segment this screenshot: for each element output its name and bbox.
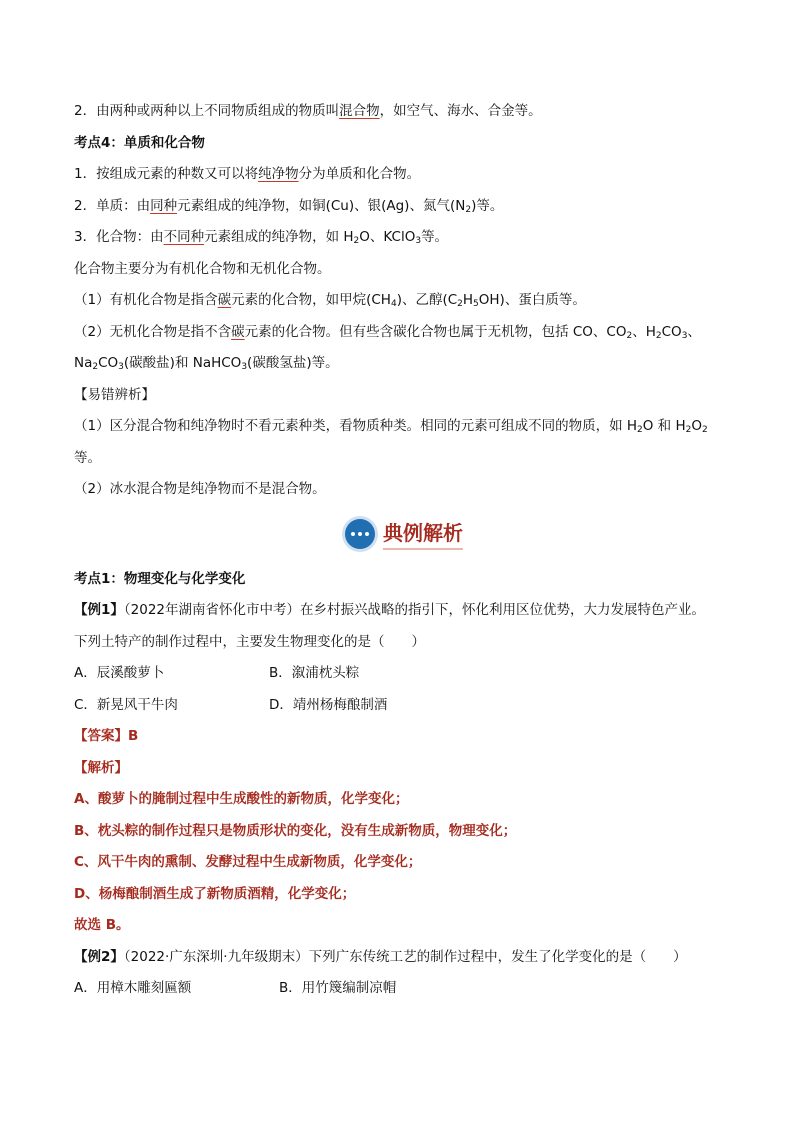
example-1-tag: 【例1】	[74, 602, 124, 618]
option-c: C．新晃风干牛肉	[74, 696, 178, 713]
keyword-different-kind: 不同种	[163, 229, 205, 245]
banner-title: 典例解析	[383, 517, 463, 550]
option-b-2: B．用竹篾编制凉帽	[279, 980, 397, 996]
example-1-answer: 【答案】B	[74, 728, 139, 744]
inorganic-compound-line-cont: $Na_2CO_3$(碳酸盐)和 NaHCO$_3$(碳酸氢盐)等。	[74, 355, 339, 372]
example-2-options-ab	[74, 973, 734, 1005]
option-a: A．辰溪酸萝卜	[74, 665, 165, 681]
analysis-c: C、风干牛肉的熏制、发酵过程中生成新物质，化学变化；	[74, 854, 422, 870]
example-section-heading: 考点1：物理变化与化学变化	[74, 570, 246, 587]
keyword-mixture: 混合物	[339, 103, 380, 119]
compound-definition: 3．化合物：由不同种元素组成的纯净物，如 $H_2O$、KClO$_3$等。	[74, 229, 449, 246]
keyword-carbon: 碳	[217, 292, 232, 308]
pitfall-1: （1）区分混合物和纯净物时不看元素种类，看物质种类。相同的元素可组成不同的物质，如 $H_2O$ 和 $H_2O_2$	[74, 418, 708, 435]
option-d: D．靖州杨梅酿制酒	[269, 696, 388, 713]
example-1-options-cd	[74, 690, 734, 722]
example-2-tag: 【例2】	[74, 948, 124, 965]
pitfalls-heading: 【易错辨析】	[74, 386, 155, 403]
ellipsis-icon	[345, 519, 375, 549]
example-1-options-ab	[74, 658, 734, 690]
keyword-pure-substance: 纯净物	[258, 166, 299, 182]
analysis-b: B、枕头粽的制作过程只是物质形状的变化，没有生成新物质，物理变化；	[74, 822, 517, 839]
option-a-2: A．用樟木雕刻匾额	[74, 980, 192, 996]
organic-compound-line: （1）有机化合物是指含碳元素的化合物，如甲烷$(CH_4)$、乙醇$(C_2H_5OH)$、蛋白质等。	[74, 292, 586, 309]
mixture-definition: 2．由两种或两种以上不同物质组成的物质叫混合物，如空气、海水、合金等。	[74, 103, 542, 119]
example-1-stem: 【例1】（2022年湖南省怀化市中考）在乡村振兴战略的指引下，怀化利用区位优势，大力发展特色产业。	[74, 602, 706, 618]
keyword-carbon-2: 碳	[231, 323, 245, 340]
classification-line: 1．按组成元素的种数又可以将纯净物分为单质和化合物。	[74, 166, 421, 182]
analysis-a: A、酸萝卜的腌制过程中生成酸性的新物质，化学变化；	[74, 791, 409, 807]
example-1-conclusion: 故选 B。	[74, 917, 130, 933]
section-heading-elements-compounds: 考点4：单质和化合物	[74, 134, 205, 151]
document-page	[74, 96, 734, 1005]
example-1-analysis-heading: 【解析】	[74, 759, 128, 776]
compound-types: 化合物主要分为有机化合物和无机化合物。	[74, 260, 331, 277]
option-b: B．溆浦枕头粽	[269, 665, 360, 681]
pitfall-1-cont: 等。	[74, 449, 101, 466]
example-2-stem: 【例2】（2022·广东深圳·九年级期末）下列广东传统工艺的制作过程中，发生了化学变化的是（ ）	[74, 948, 687, 965]
keyword-same-kind: 同种	[150, 197, 178, 214]
example-1-stem-cont: 下列土特产的制作过程中，主要发生物理变化的是（ ）	[74, 633, 425, 650]
inorganic-compound-line: （2）无机化合物是指不含碳元素的化合物。但有些含碳化合物也属于无机物，包括 CO、$CO_2$、$H_2CO_3$、	[74, 323, 701, 341]
pitfall-2: （2）冰水混合物是纯净物而不是混合物。	[74, 481, 326, 497]
element-definition: 2．单质：由同种元素组成的纯净物，如铜(Cu)、银(Ag)、氮气$(N_2)$等。	[74, 197, 504, 215]
section-banner	[74, 510, 734, 558]
analysis-d: D、杨梅酿制酒生成了新物质酒精，化学变化；	[74, 885, 356, 902]
